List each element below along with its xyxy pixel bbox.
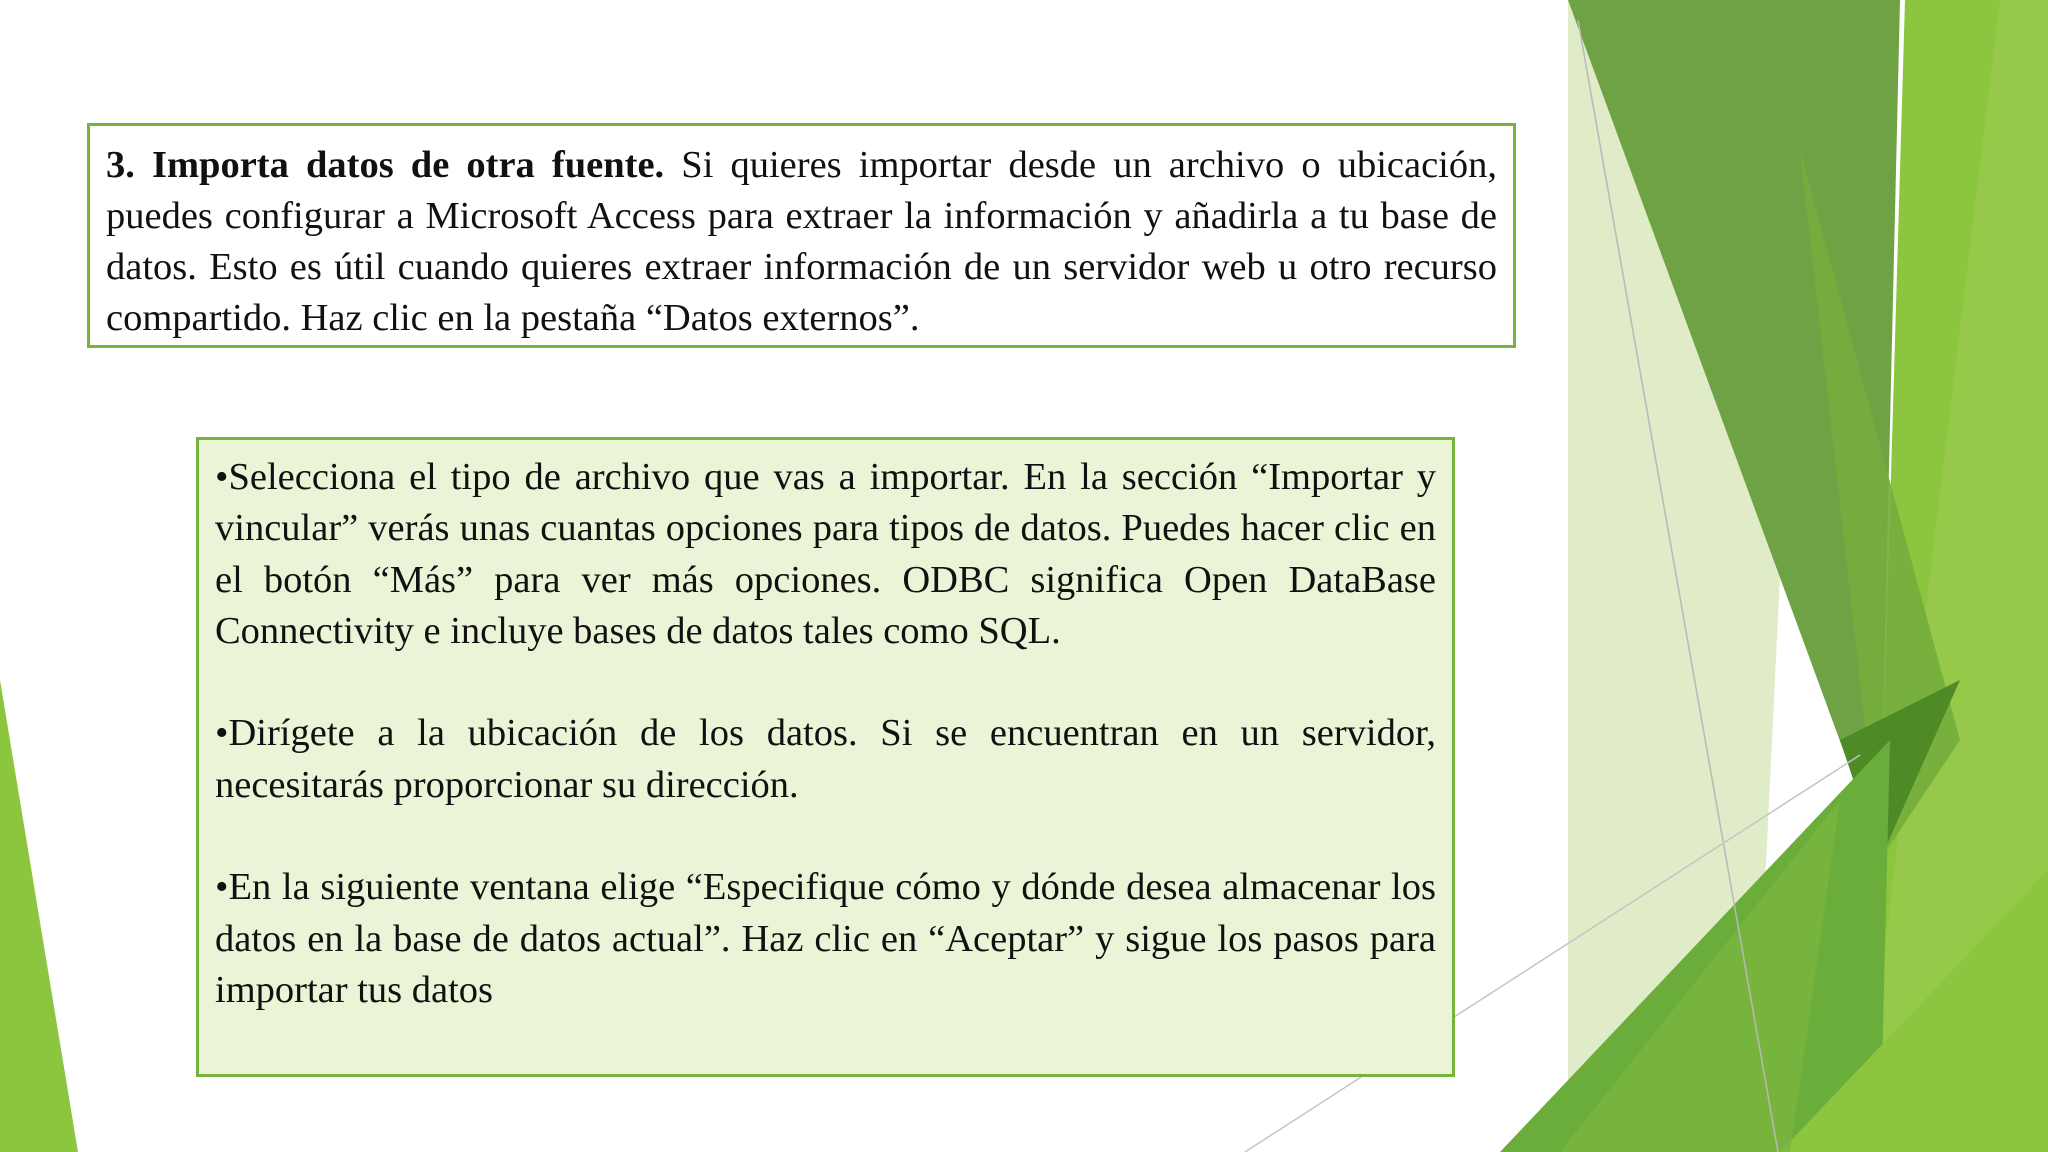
step-specify-storage: •En la siguiente ventana elige “Especifique cómo y dónde desea almacenar los datos en la base de datos actual”. Haz clic en “Aceptar” y sigue los pasos para importar tus datos xyxy=(215,866,1436,1011)
intro-body: Si quieres importar desde un archivo o ubicación, puedes configurar a Microsoft Access para extraer la información y añadirla a tu base de datos. Esto es útil cuando quieres extraer información de un servidor web u otro recurso compartido. Haz clic en la pestaña “Datos externos”. xyxy=(106,144,1497,339)
decor-left-green-wedge xyxy=(0,680,78,1152)
step-go-to-location: •Dirígete a la ubicación de los datos. Si se encuentran en un servidor, necesitarás proporcionar su dirección. xyxy=(215,712,1436,806)
intro-lead: 3. Importa datos de otra fuente. xyxy=(106,144,665,186)
intro-text-box xyxy=(87,123,1516,348)
step-select-file-type: •Selecciona el tipo de archivo que vas a importar. En la sección “Importar y vincular” verás unas cuantas opciones para tipos de datos. Puedes hacer clic en el botón “Más” para ver más opciones. ODBC significa Open DataBase Connectivity e incluye bases de datos tales como SQL. xyxy=(215,456,1436,652)
steps-text-box xyxy=(196,437,1455,1077)
